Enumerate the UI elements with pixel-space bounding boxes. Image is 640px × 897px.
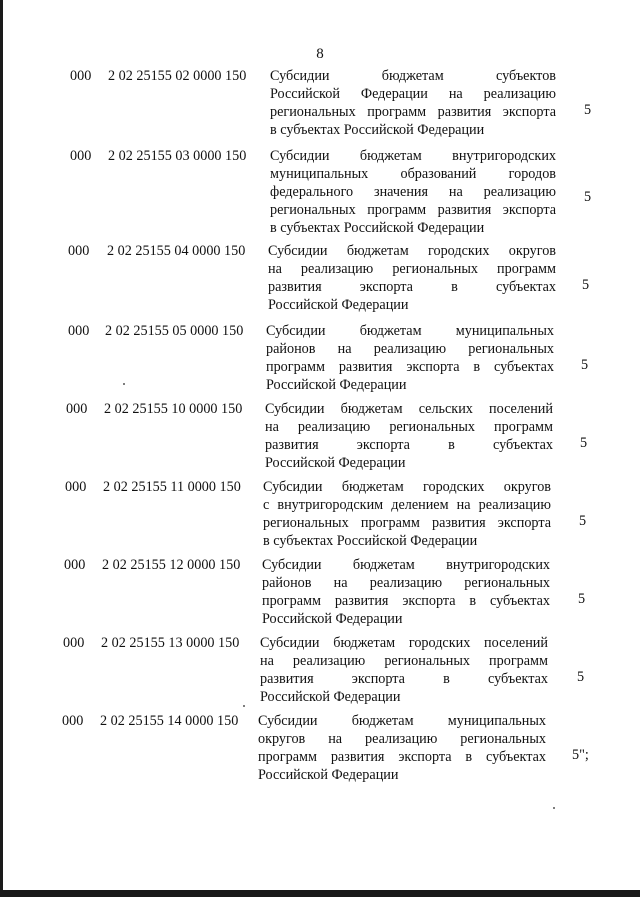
- description-line: с внутригородским делением на реализацию: [263, 497, 551, 513]
- percent-value: 5: [577, 669, 585, 685]
- description-line: Российской Федерации: [262, 611, 403, 627]
- description-line: Субсидии бюджетам муниципальных: [266, 323, 554, 339]
- income-description: [263, 478, 551, 550]
- description-line: программ развития экспорта в субъектах: [258, 749, 546, 765]
- description-line: Субсидии бюджетам городских округов: [268, 243, 556, 259]
- budget-classification-code: 2 02 25155 14 0000 150: [100, 713, 239, 729]
- admin-code: 000: [65, 479, 87, 495]
- description-line: развития экспорта в субъектах: [268, 279, 556, 295]
- admin-code: 000: [68, 243, 90, 259]
- budget-classification-code: 2 02 25155 05 0000 150: [105, 323, 244, 339]
- admin-code: 000: [62, 713, 84, 729]
- description-line: Российской Федерации на реализацию: [270, 86, 556, 102]
- budget-classification-code: 2 02 25155 10 0000 150: [104, 401, 243, 417]
- description-line: программ развития экспорта в субъектах: [266, 359, 554, 375]
- scan-speck: [243, 705, 245, 707]
- percent-value: 5: [584, 189, 592, 205]
- income-description: [258, 712, 546, 784]
- percent-value: 5: [580, 435, 588, 451]
- scan-speck: [553, 807, 555, 809]
- budget-classification-code: 2 02 25155 12 0000 150: [102, 557, 241, 573]
- income-description: [260, 634, 548, 706]
- description-line: Субсидии бюджетам муниципальных: [258, 713, 546, 729]
- description-line: на реализацию региональных программ: [268, 261, 556, 277]
- budget-classification-code: 2 02 25155 03 0000 150: [108, 148, 247, 164]
- income-description: [270, 147, 556, 237]
- description-line: на реализацию региональных программ: [260, 653, 548, 669]
- description-line: Российской Федерации: [266, 377, 407, 393]
- budget-classification-code: 2 02 25155 02 0000 150: [108, 68, 247, 84]
- income-description: [266, 322, 554, 394]
- description-line: в субъектах Российской Федерации: [270, 220, 485, 236]
- description-line: в субъектах Российской Федерации: [270, 122, 485, 138]
- admin-code: 000: [68, 323, 90, 339]
- description-line: Субсидии бюджетам внутригородских: [262, 557, 550, 573]
- description-line: программ развития экспорта в субъектах: [262, 593, 550, 609]
- description-line: развития экспорта в субъектах: [260, 671, 548, 687]
- scan-speck: [123, 383, 125, 385]
- description-line: Субсидии бюджетам сельских поселений: [265, 401, 553, 417]
- description-line: Субсидии бюджетам городских поселений: [260, 635, 548, 651]
- page-number: 8: [316, 46, 324, 62]
- description-line: районов на реализацию региональных: [266, 341, 554, 357]
- description-line: федерального значения на реализацию: [270, 184, 556, 200]
- admin-code: 000: [70, 148, 92, 164]
- admin-code: 000: [63, 635, 85, 651]
- income-description: [262, 556, 550, 628]
- income-description: [265, 400, 553, 472]
- budget-classification-code: 2 02 25155 13 0000 150: [101, 635, 240, 651]
- percent-value: 5: [578, 591, 586, 607]
- description-line: Субсидии бюджетам внутригородских: [270, 148, 556, 164]
- description-line: Субсидии бюджетам городских округов: [263, 479, 551, 495]
- percent-value: 5: [581, 357, 589, 373]
- description-line: Российской Федерации: [265, 455, 406, 471]
- income-description: [268, 242, 556, 314]
- description-line: Российской Федерации: [268, 297, 409, 313]
- admin-code: 000: [70, 68, 92, 84]
- description-line: региональных программ развития экспорта: [270, 202, 556, 218]
- description-line: районов на реализацию региональных: [262, 575, 550, 591]
- percent-value: 5: [579, 513, 587, 529]
- percent-value: 5: [582, 277, 590, 293]
- budget-classification-code: 2 02 25155 04 0000 150: [107, 243, 246, 259]
- description-line: региональных программ развития экспорта: [263, 515, 551, 531]
- description-line: Российской Федерации: [258, 767, 399, 783]
- admin-code: 000: [64, 557, 86, 573]
- description-line: муниципальных образований городов: [270, 166, 556, 182]
- scan-border-left: [0, 0, 3, 897]
- description-line: развития экспорта в субъектах: [265, 437, 553, 453]
- description-line: в субъектах Российской Федерации: [263, 533, 478, 549]
- percent-value: 5";: [572, 747, 589, 763]
- description-line: региональных программ развития экспорта: [270, 104, 556, 120]
- description-line: Российской Федерации: [260, 689, 401, 705]
- description-line: округов на реализацию региональных: [258, 731, 546, 747]
- percent-value: 5: [584, 102, 592, 118]
- description-line: на реализацию региональных программ: [265, 419, 553, 435]
- income-description: [270, 67, 556, 139]
- budget-classification-code: 2 02 25155 11 0000 150: [103, 479, 241, 495]
- scan-border-bottom: [0, 890, 640, 897]
- admin-code: 000: [66, 401, 88, 417]
- description-line: Субсидии бюджетам субъектов: [270, 68, 556, 84]
